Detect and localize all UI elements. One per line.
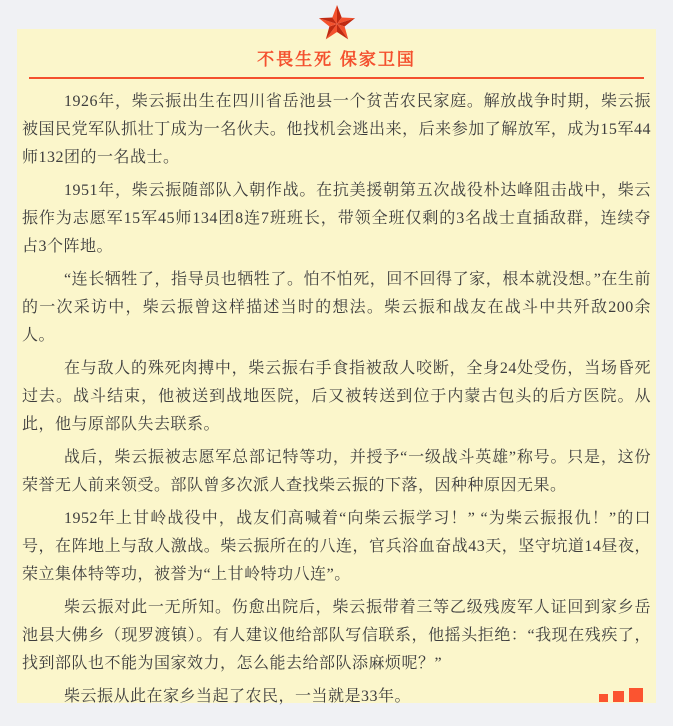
article-title: 不畏生死 保家卫国 (257, 50, 416, 69)
decor-square-large (629, 688, 643, 702)
decor-square-medium (613, 691, 624, 702)
paragraph-6: 1952年上甘岭战役中，战友们高喊着“向柴云振学习！” “为柴云振报仇！”的口号，在阵地上与敌人激战。柴云振所在的八连，官兵浴血奋战43天，坚守坑道14昼夜，荣立集体特等功，被誉为“上甘岭特功八连”。 (22, 510, 651, 583)
red-star-icon (317, 4, 357, 44)
article-card (17, 29, 656, 703)
paragraph-7: 柴云振对此一无所知。伤愈出院后，柴云振带着三等乙级残废军人证回到家乡岳池县大佛乡（现罗渡镇）。有人建议他给部队写信联系，他摇头拒绝：“我现在残疾了，找到部队也不能为国家效力，怎么能去给部队添麻烦呢？” (22, 599, 651, 672)
paragraph-8: 柴云振从此在家乡当起了农民，一当就是33年。 (64, 688, 412, 705)
decor-square-small (599, 694, 608, 702)
paragraph-5: 战后，柴云振被志愿军总部记特等功，并授予“一级战斗英雄”称号。只是，这份荣誉无人前来领受。部队曾多次派人查找柴云振的下落，因种种原因无果。 (22, 449, 651, 494)
corner-squares (599, 688, 643, 702)
paragraph-1: 1926年，柴云振出生在四川省岳池县一个贫苦农民家庭。解放战争时期，柴云振被国民党军队抓壮丁成为一名伙夫。他找机会逃出来，后来参加了解放军，成为15军44师132团的一名战士。 (22, 93, 651, 166)
article-body (17, 79, 656, 711)
paragraph-4: 在与敌人的殊死肉搏中，柴云振右手食指被敌人咬断，全身24处受伤，当场昏死过去。战斗结束，他被送到战地医院，后又被转送到位于内蒙古包头的后方医院。从此，他与原部队失去联系。 (22, 360, 651, 433)
paragraph-3: “连长牺牲了，指导员也牺牲了。怕不怕死，回不回得了家，根本就没想。”在生前的一次采访中，柴云振曾这样描述当时的想法。柴云振和战友在战斗中共歼敌200余人。 (22, 271, 651, 344)
paragraph-2: 1951年，柴云振随部队入朝作战。在抗美援朝第五次战役朴达峰阻击战中，柴云振作为志愿军15军45师134团8连7班班长，带领全班仅剩的3名战士直插敌群，连续夺占3个阵地。 (22, 182, 651, 255)
